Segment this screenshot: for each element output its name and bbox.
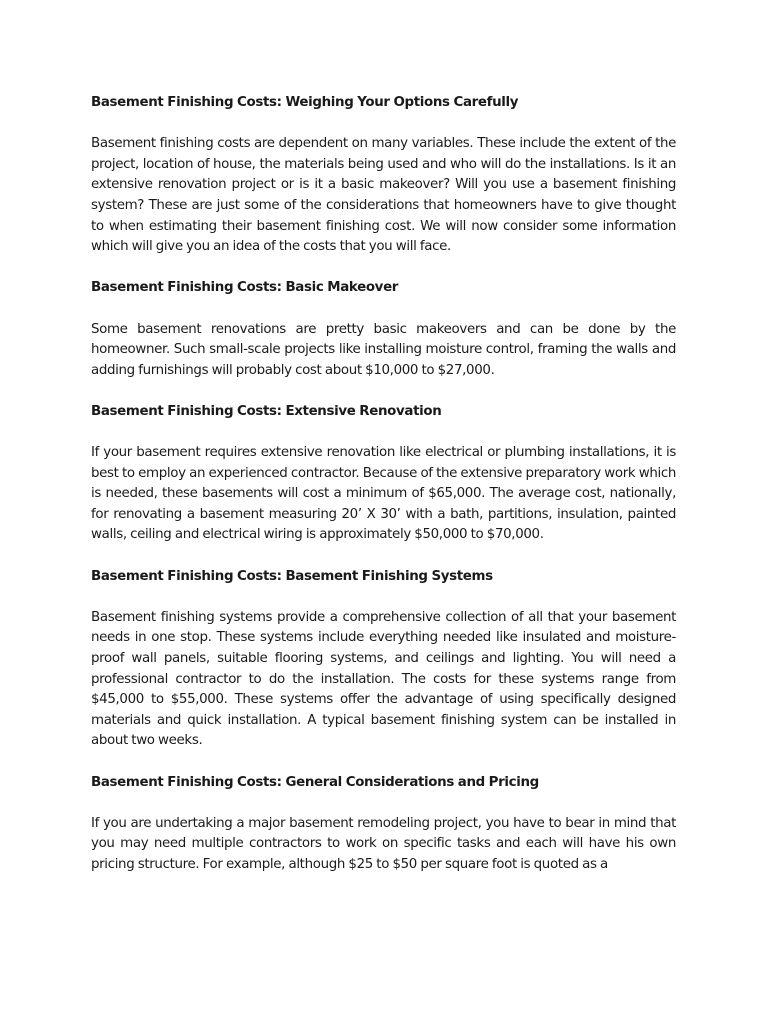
document-body — [91, 93, 676, 876]
section-body-general-considerations: If you are undertaking a major basement remodeling project, you have to bear in mind that you may need multiple contractors to work on specific tasks and each will have his own pricing structure. For example, although $25 to $50 per square foot is quoted as a — [91, 815, 676, 872]
spacer — [91, 793, 676, 814]
spacer — [91, 381, 676, 402]
spacer — [91, 546, 676, 567]
section-body-extensive-renovation: If your basement requires extensive renovation like electrical or plumbing installations, it is best to employ an experienced contractor. Because of the extensive preparatory work which is needed, these basements will cost a minimum of $65,000. The average cost, nationally, for renovating a basement measuring 20’ X 30’ with a bath, partitions, insulation, painted walls, ceiling and electrical wiring is approximately $50,000 to $70,000. — [91, 445, 676, 543]
spacer — [91, 587, 676, 608]
spacer — [91, 299, 676, 320]
section-heading-extensive-renovation: Basement Finishing Costs: Extensive Renovation — [91, 403, 442, 419]
spacer — [91, 423, 676, 444]
spacer — [91, 258, 676, 279]
section-body-finishing-systems: Basement finishing systems provide a comprehensive collection of all that your basement needs in one stop. These systems include everything needed like insulated and moisture-proof wall panels, suitable flooring systems, and ceilings and lighting. You will need a professional contractor to do the installation. The costs for these systems range from $45,000 to $55,000. These systems offer the advantage of using specifically designed materials and quick installation. A typical basement finishing system can be installed in about two weeks. — [91, 609, 676, 749]
spacer — [91, 752, 676, 773]
section-body-weighing-options: Basement finishing costs are dependent on many variables. These include the extent of the project, location of house, the materials being used and who will do the installations. Is it an extensive renovation project or is it a basic makeover? Will you use a basement finishing system? These are just some of the considerations that homeowners have to give thought to when estimating their basement finishing cost. We will now consider some information which will give you an idea of the costs that you will face. — [91, 136, 676, 255]
section-heading-finishing-systems: Basement Finishing Costs: Basement Finishing Systems — [91, 568, 493, 584]
section-heading-basic-makeover: Basement Finishing Costs: Basic Makeover — [91, 280, 399, 296]
section-heading-weighing-options: Basement Finishing Costs: Weighing Your Options Carefully — [91, 95, 519, 110]
section-heading-general-considerations: Basement Finishing Costs: General Considerations and Pricing — [91, 774, 539, 790]
section-body-basic-makeover: Some basement renovations are pretty basic makeovers and can be done by the homeowner. Such small-scale projects like installing moisture control, framing the walls and adding furnishings will probably cost about $10,000 to $27,000. — [91, 321, 676, 378]
spacer — [91, 114, 676, 135]
